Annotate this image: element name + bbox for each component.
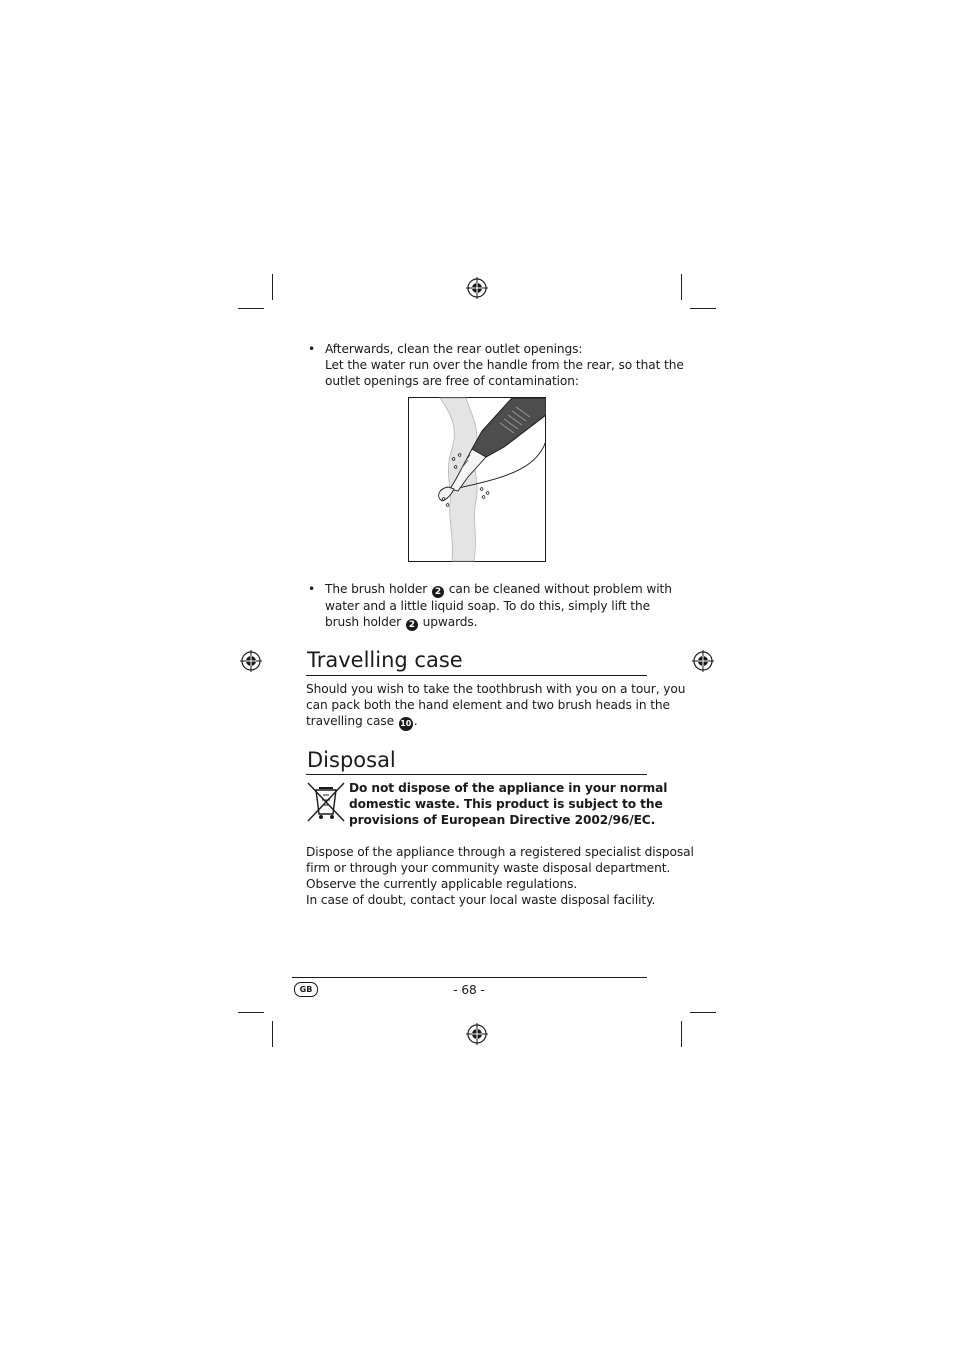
section-heading-disposal: Disposal: [307, 748, 396, 772]
text-line: [325, 614, 672, 631]
text-line: Dispose of the appliance through a registered specialist disposal: [306, 845, 694, 859]
crop-mark-bottom-left-horizontal: [238, 1012, 264, 1013]
text-line: water and a little liquid soap. To do this, simply lift the: [325, 599, 650, 613]
text-segment: upwards.: [422, 615, 478, 629]
registration-mark-icon: [240, 650, 262, 672]
text-line: Afterwards, clean the rear outlet openings:: [325, 342, 583, 356]
bullet-item-brush-holder: [308, 581, 672, 631]
disposal-warning: [349, 780, 668, 828]
text-line: provisions of European Directive 2002/96/EC.: [349, 813, 656, 827]
crop-mark-top-right-horizontal: [690, 308, 716, 309]
page-number: - 68 -: [453, 983, 485, 997]
registration-mark-icon: [466, 1023, 488, 1045]
text-segment: can be cleaned without problem with: [448, 582, 672, 596]
text-line: Let the water run over the handle from the rear, so that the: [325, 358, 684, 372]
travelling-case-paragraph: [306, 681, 686, 731]
text-line: Should you wish to take the toothbrush with you on a tour, you: [306, 682, 686, 696]
section-heading-travelling-case: Travelling case: [307, 648, 463, 672]
registration-mark-icon: [692, 650, 714, 672]
text-line: In case of doubt, contact your local waste disposal facility.: [306, 893, 656, 907]
weee-bin-icon: [306, 781, 346, 823]
disposal-paragraph: [306, 844, 694, 908]
bullet-glyph: •: [308, 342, 316, 356]
bullet-text: [325, 581, 672, 631]
bullet-glyph: •: [308, 582, 316, 596]
crop-mark-top-left-vertical: [272, 274, 273, 300]
country-badge: GB: [294, 982, 318, 997]
registration-mark-icon: [466, 277, 488, 299]
text-line: Observe the currently applicable regulations.: [306, 877, 578, 891]
footer-rule: [292, 977, 647, 978]
toothbrush-rinse-illustration: [408, 397, 546, 562]
part-reference-badge: 10: [399, 717, 413, 731]
bullet-text: [325, 341, 684, 389]
part-reference-badge: 2: [432, 586, 444, 598]
text-line: Do not dispose of the appliance in your normal: [349, 781, 668, 795]
part-reference-badge: 2: [406, 619, 418, 631]
crop-mark-top-right-vertical: [681, 274, 682, 300]
crop-mark-bottom-left-vertical: [272, 1021, 273, 1047]
text-line: firm or through your community waste disposal department.: [306, 861, 671, 875]
text-segment: .: [413, 714, 418, 728]
text-line: can pack both the hand element and two brush heads in the: [306, 698, 670, 712]
text-line: [306, 713, 651, 731]
text-line: [325, 581, 672, 598]
heading-rule: [306, 675, 647, 676]
text-line: outlet openings are free of contamination:: [325, 374, 579, 388]
crop-mark-top-left-horizontal: [238, 308, 264, 309]
text-segment: travelling case: [306, 714, 394, 728]
crop-mark-bottom-right-horizontal: [690, 1012, 716, 1013]
bullet-item-rinse: [308, 341, 684, 391]
text-line: domestic waste. This product is subject to the: [349, 797, 663, 811]
heading-rule: [306, 774, 647, 775]
crop-mark-bottom-right-vertical: [681, 1021, 682, 1047]
text-segment: brush holder: [325, 615, 402, 629]
text-segment: The brush holder: [325, 582, 428, 596]
